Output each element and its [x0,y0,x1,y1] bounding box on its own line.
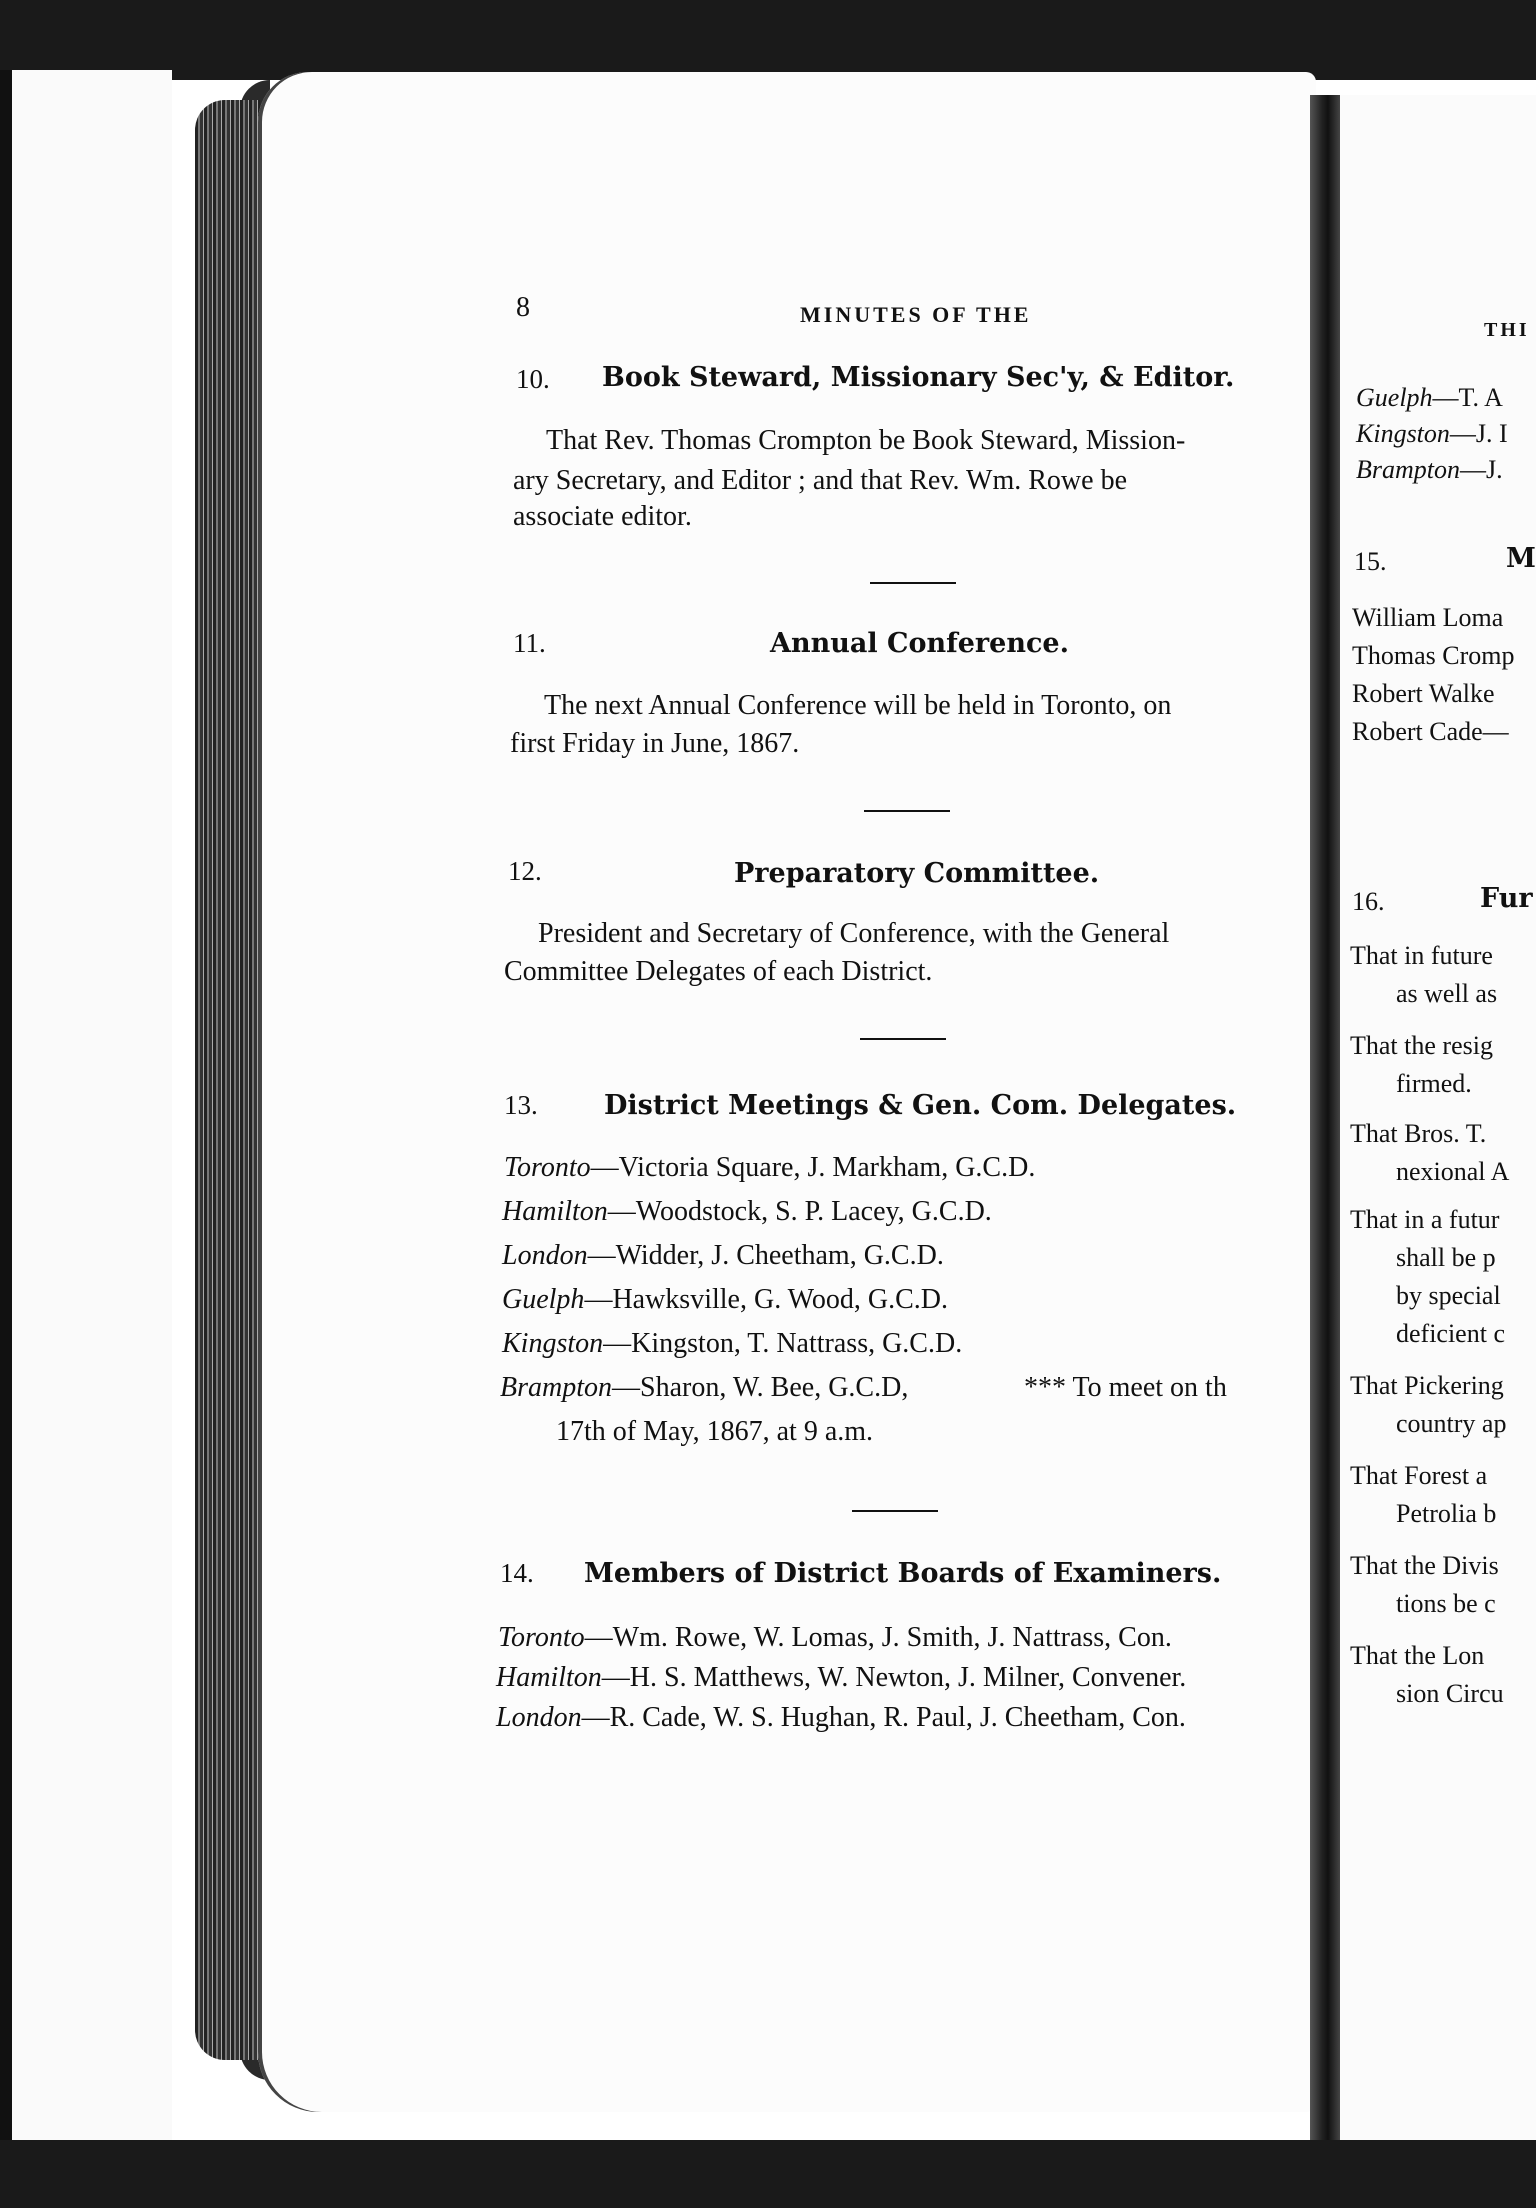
section-title: Annual Conference. [770,628,1069,659]
facing-line: That in future [1350,941,1493,970]
examiners-entry: Toronto—Wm. Rowe, W. Lomas, J. Smith, J. Nattrass, Con. [498,1622,1172,1653]
facing-section-title: Fur [1480,883,1533,914]
scan-bottom-border [0,2140,1536,2208]
district-entry: London—Widder, J. Cheetham, G.C.D. [502,1240,944,1271]
examiners-entry: Hamilton—H. S. Matthews, W. Newton, J. Milner, Convener. [496,1662,1187,1693]
facing-page-text [1340,95,1536,2140]
paragraph-line: That Rev. Thomas Crompton be Book Steward, Mission- [546,425,1186,456]
paragraph-line: ary Secretary, and Editor ; and that Rev. Wm. Rowe be [513,465,1127,496]
section-divider [870,582,956,584]
facing-line: nexional A [1396,1157,1510,1186]
facing-line: sion Circu [1396,1679,1504,1708]
section-number: 14. [500,1558,534,1588]
section-number: 11. [513,628,546,658]
section-number: 13. [504,1090,538,1120]
paragraph-line: President and Secretary of Conference, with the General [538,918,1170,949]
facing-line: That Bros. T. [1350,1119,1487,1148]
facing-line: shall be p [1396,1243,1496,1272]
facing-line: That the Lon [1350,1641,1485,1670]
facing-line: firmed. [1396,1069,1472,1098]
facing-line: Robert Cade— [1352,717,1509,746]
paragraph-line: Committee Delegates of each District. [504,956,933,987]
section-divider [860,1038,946,1040]
meeting-note-continued: 17th of May, 1867, at 9 a.m. [556,1416,874,1447]
section-number: 10. [516,364,550,394]
facing-line: That in a futur [1350,1205,1500,1234]
section-title: Book Steward, Missionary Sec'y, & Editor. [602,362,1235,393]
facing-line: Thomas Cromp [1352,641,1515,670]
section-divider [864,810,950,812]
district-entry: Hamilton—Woodstock, S. P. Lacey, G.C.D. [502,1196,992,1227]
facing-line: tions be c [1396,1589,1496,1618]
running-head: MINUTES OF THE [800,302,1032,327]
section-title: District Meetings & Gen. Com. Delegates. [604,1090,1237,1121]
section-title: Preparatory Committee. [734,858,1100,889]
scan-left-border [0,70,12,2150]
facing-line: That the Divis [1350,1551,1499,1580]
section-title: Members of District Boards of Examiners. [584,1558,1222,1589]
facing-section-number: 15. [1354,547,1387,576]
paragraph-line: associate editor. [513,501,692,532]
facing-line: as well as [1396,979,1498,1008]
facing-entry: Brampton—J. [1356,455,1503,484]
facing-line: That the resig [1350,1031,1493,1060]
facing-line: William Loma [1352,603,1504,632]
page-number: 8 [516,292,530,323]
facing-entry: Guelph—T. A [1356,383,1503,412]
examiners-entry: London—R. Cade, W. S. Hughan, R. Paul, J. Cheetham, Con. [496,1702,1186,1733]
district-entry: Guelph—Hawksville, G. Wood, G.C.D. [502,1284,948,1315]
facing-line: That Forest a [1350,1461,1488,1490]
facing-line: by special [1396,1281,1501,1310]
book-gutter [1310,95,1340,2140]
facing-line: country ap [1396,1409,1507,1438]
meeting-note: *** To meet on th [1024,1372,1227,1403]
facing-section-number: 16. [1352,887,1385,916]
facing-section-title: M [1506,543,1536,574]
district-entry: Brampton—Sharon, W. Bee, G.C.D, [500,1372,909,1403]
facing-line: deficient c [1396,1319,1505,1348]
previous-page-strip [12,70,172,2140]
paragraph-line: first Friday in June, 1867. [510,728,800,759]
scan-top-border [0,0,1536,80]
paragraph-line: The next Annual Conference will be held in Toronto, on [544,690,1172,721]
facing-line: That Pickering [1350,1371,1504,1400]
district-entry: Toronto—Victoria Square, J. Markham, G.C.D. [504,1152,1036,1183]
facing-line: Robert Walke [1352,679,1495,708]
section-number: 12. [508,856,542,886]
facing-running-head: THI [1484,319,1530,341]
district-entry: Kingston—Kingston, T. Nattrass, G.C.D. [502,1328,963,1359]
facing-entry: Kingston—J. I [1356,419,1508,448]
facing-line: Petrolia b [1396,1499,1497,1528]
section-divider [852,1510,938,1512]
book-page-edges [195,100,260,2060]
